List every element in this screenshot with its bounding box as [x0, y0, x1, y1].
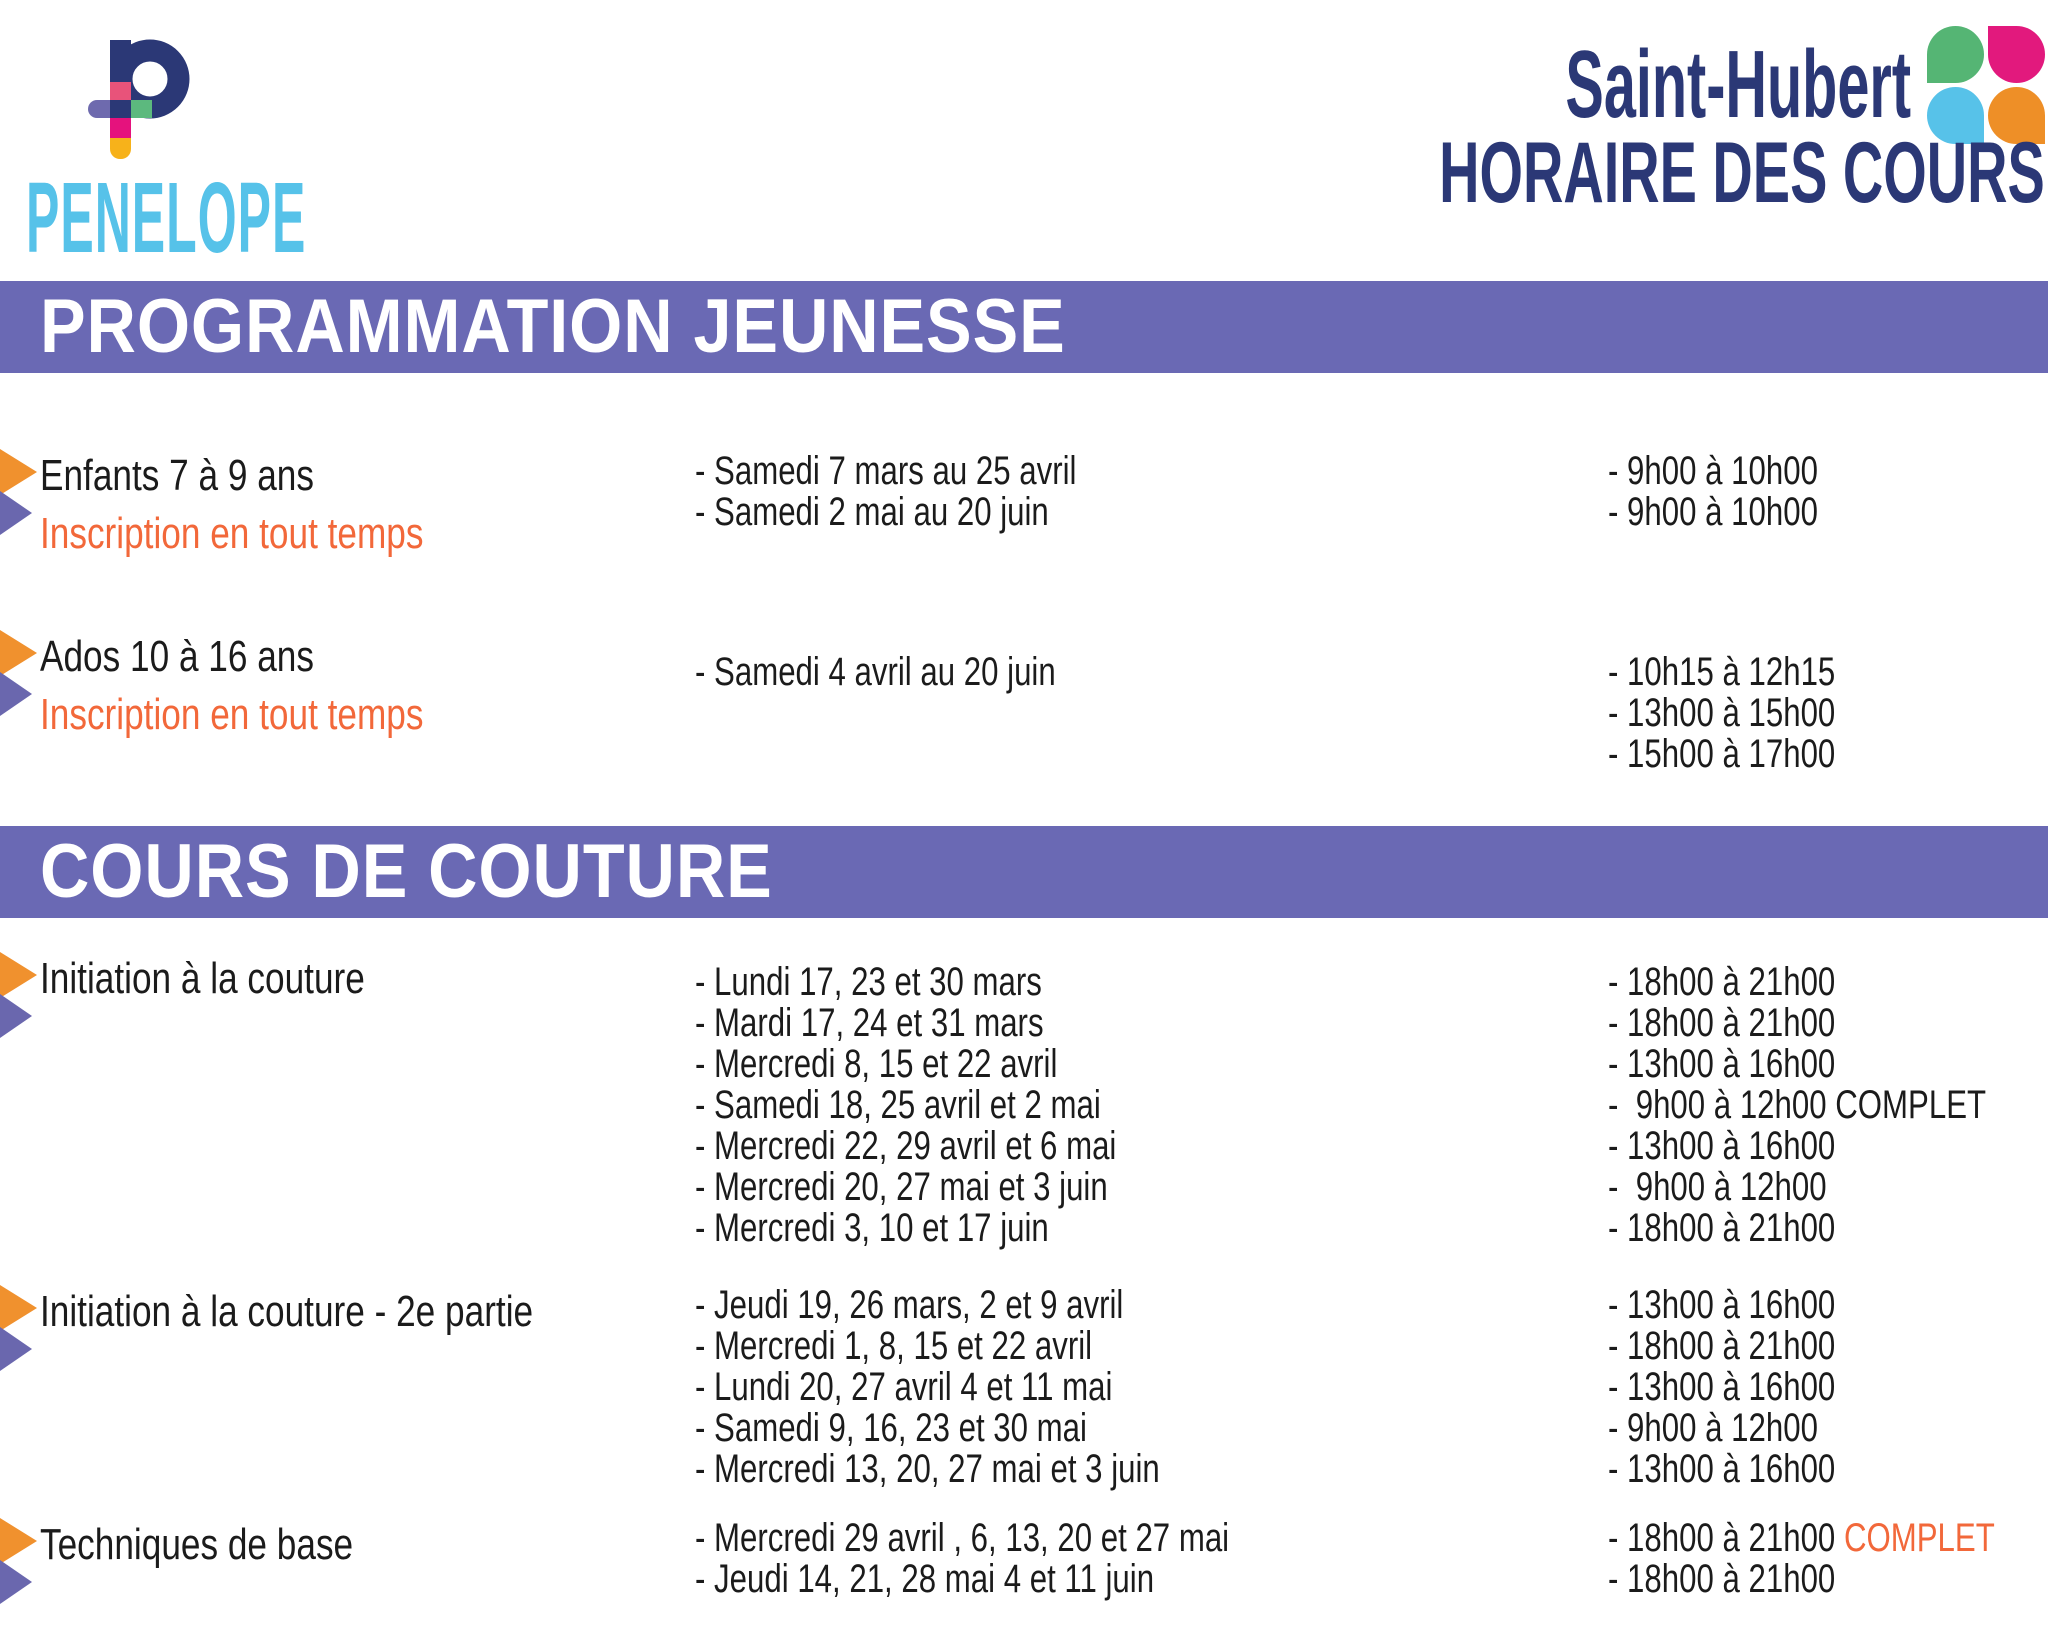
orange-arrow-icon [0, 1518, 37, 1564]
course-note: Inscription en tout temps [40, 690, 424, 739]
date-line: - Lundi 17, 23 et 30 mars [695, 960, 1042, 1004]
penelope-logo [88, 38, 193, 168]
penelope-wordmark: PENELOPE [26, 162, 307, 274]
arrow-marker [0, 952, 40, 1040]
orange-arrow-icon [0, 630, 37, 676]
time-line [1608, 1326, 1951, 1367]
course-dates [695, 447, 1608, 563]
course-title: Ados 10 à 16 ans [40, 632, 314, 681]
date-line: - Mercredi 8, 15 et 22 avril [695, 1042, 1058, 1086]
arrow-marker [0, 630, 40, 718]
course-dates [695, 1516, 1608, 1600]
course-title-cell [40, 1283, 695, 1490]
course-title-cell [40, 950, 695, 1249]
time-line [1608, 1085, 1986, 1126]
section-banner-label: COURS DE COUTURE [40, 829, 773, 914]
time-text: - 18h00 à 21h00 [1608, 1557, 1836, 1601]
page-header [0, 0, 2048, 281]
date-line: - Lundi 20, 27 avril 4 et 11 mai [695, 1365, 1113, 1409]
date-line: - Jeudi 14, 21, 28 mai 4 et 11 juin [695, 1557, 1155, 1601]
course-title-cell [40, 447, 695, 563]
purple-arrow-icon [0, 491, 32, 535]
time-line [1608, 1126, 1986, 1167]
time-text: - 18h00 à 21h00 [1608, 1206, 1836, 1250]
date-line: - Jeudi 19, 26 mars, 2 et 9 avril [695, 1283, 1124, 1327]
course-section [0, 826, 2048, 1600]
time-line [1608, 451, 1951, 492]
time-text: - 18h00 à 21h00 [1608, 1324, 1836, 1368]
header-right [1113, 26, 2045, 221]
date-line: - Samedi 18, 25 avril et 2 mai [695, 1083, 1101, 1127]
penelope-p-icon [88, 38, 193, 163]
section-rows [0, 447, 2048, 775]
orange-arrow-icon [0, 952, 37, 998]
schedule-sections [0, 281, 2048, 1600]
time-line [1608, 492, 1951, 533]
time-line [1608, 1167, 1986, 1208]
course-title: Enfants 7 à 9 ans [40, 451, 314, 500]
time-line [1608, 1044, 1986, 1085]
date-line: - Samedi 7 mars au 25 avril [695, 449, 1077, 493]
course-times [1608, 950, 2048, 1249]
time-text: - 18h00 à 21h00 [1608, 960, 1836, 1004]
course-row [0, 1283, 2048, 1490]
section-rows [0, 950, 2048, 1600]
section-banner [0, 826, 2048, 918]
time-text: - 15h00 à 17h00 [1608, 732, 1836, 776]
course-times [1608, 1283, 2048, 1490]
course-times [1608, 447, 2048, 563]
arrow-marker [0, 449, 40, 537]
orange-arrow-icon [0, 449, 37, 495]
time-line [1608, 652, 1951, 693]
time-text: - 9h00 à 10h00 [1608, 490, 1818, 534]
course-title: Initiation à la couture [40, 954, 365, 1003]
time-line [1608, 962, 1986, 1003]
time-line [1608, 734, 1951, 775]
complet-badge: COMPLET [1835, 1516, 1995, 1560]
time-line [1608, 1559, 1995, 1600]
time-text: - 9h00 à 12h00 [1608, 1165, 1827, 1209]
section-banner [0, 281, 2048, 373]
orange-arrow-icon [0, 1285, 37, 1331]
date-line: - Mercredi 29 avril , 6, 13, 20 et 27 mai [695, 1516, 1230, 1560]
time-line [1608, 1285, 1951, 1326]
city-title: Saint-Hubert [1565, 30, 1911, 138]
time-text: - 9h00 à 12h00 [1608, 1083, 1827, 1127]
time-line [1608, 1208, 1986, 1249]
course-dates [695, 628, 1608, 775]
purple-arrow-icon [0, 1560, 32, 1604]
course-title: Techniques de base [40, 1520, 354, 1569]
course-row [0, 628, 2048, 775]
course-row [0, 447, 2048, 563]
time-line [1608, 1003, 1986, 1044]
course-section [0, 281, 2048, 775]
petal-pink-icon [1988, 26, 2045, 83]
purple-arrow-icon [0, 994, 32, 1038]
page-subtitle: HORAIRE DES COURS [1439, 125, 2045, 221]
course-times [1608, 628, 2048, 775]
time-line [1608, 1367, 1951, 1408]
arrow-marker [0, 1285, 40, 1373]
time-text: - 13h00 à 16h00 [1608, 1042, 1836, 1086]
purple-arrow-icon [0, 672, 32, 716]
time-text: - 13h00 à 16h00 [1608, 1447, 1836, 1491]
petal-green-icon [1927, 26, 1984, 83]
time-text: - 13h00 à 16h00 [1608, 1365, 1836, 1409]
time-line [1608, 1408, 1951, 1449]
date-line: - Mercredi 20, 27 mai et 3 juin [695, 1165, 1108, 1209]
purple-arrow-icon [0, 1327, 32, 1371]
time-line [1608, 1518, 1995, 1559]
course-note: Inscription en tout temps [40, 509, 424, 558]
date-line: - Mardi 17, 24 et 31 mars [695, 1001, 1044, 1045]
date-line: - Mercredi 3, 10 et 17 juin [695, 1206, 1049, 1250]
section-banner-label: PROGRAMMATION JEUNESSE [40, 284, 1066, 369]
date-line: - Samedi 9, 16, 23 et 30 mai [695, 1406, 1087, 1450]
time-text: - 13h00 à 16h00 [1608, 1124, 1836, 1168]
time-text: - 18h00 à 21h00 [1608, 1516, 1836, 1560]
course-dates [695, 950, 1608, 1249]
course-dates [695, 1283, 1608, 1490]
time-text: - 9h00 à 10h00 [1608, 449, 1818, 493]
arrow-marker [0, 1518, 40, 1606]
course-row [0, 1516, 2048, 1600]
date-line: - Samedi 4 avril au 20 juin [695, 650, 1056, 694]
time-text: - 13h00 à 15h00 [1608, 691, 1836, 735]
complet-badge: COMPLET [1826, 1083, 1987, 1127]
date-line: - Mercredi 22, 29 avril et 6 mai [695, 1124, 1117, 1168]
date-line: - Mercredi 13, 20, 27 mai et 3 juin [695, 1447, 1160, 1491]
time-text: - 10h15 à 12h15 [1608, 650, 1836, 694]
course-title: Initiation à la couture - 2e partie [40, 1287, 534, 1336]
course-title-cell [40, 628, 695, 775]
course-times [1608, 1516, 2048, 1600]
time-text: - 13h00 à 16h00 [1608, 1283, 1836, 1327]
time-line [1608, 693, 1951, 734]
time-text: - 9h00 à 12h00 [1608, 1406, 1818, 1450]
date-line: - Samedi 2 mai au 20 juin [695, 490, 1049, 534]
course-row [0, 950, 2048, 1249]
time-line [1608, 1449, 1951, 1490]
time-text: - 18h00 à 21h00 [1608, 1001, 1836, 1045]
date-line: - Mercredi 1, 8, 15 et 22 avril [695, 1324, 1093, 1368]
course-title-cell [40, 1516, 695, 1600]
